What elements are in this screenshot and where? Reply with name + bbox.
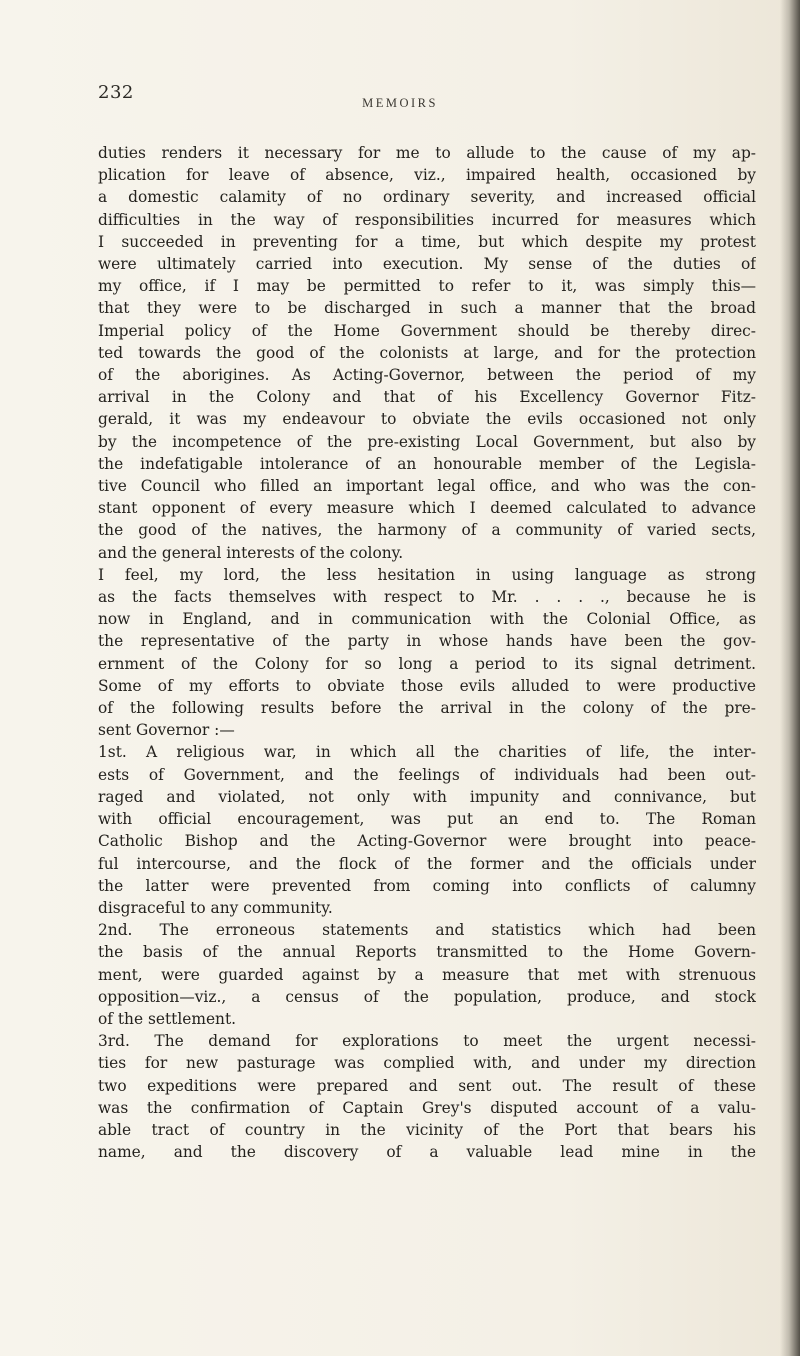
text-line: Catholic Bishop and the Acting-Governor were brought into peace- (98, 832, 756, 851)
running-head: MEMOIRS (362, 96, 438, 110)
text-line: the indefatigable intolerance of an honourable member of the Legisla- (98, 454, 756, 473)
text-line: 2nd. The erroneous statements and statistics which had been (98, 921, 756, 940)
text-line: gerald, it was my endeavour to obviate the evils occasioned not only (98, 410, 756, 429)
text-line: I feel, my lord, the less hesitation in using language as strong (98, 565, 756, 584)
text-line: a domestic calamity of no ordinary severity, and increased official (98, 188, 756, 207)
text-line: able tract of country in the vicinity of the Port that bears his (98, 1120, 756, 1139)
text-line: name, and the discovery of a valuable lead mine in the (98, 1143, 756, 1162)
text-line: Imperial policy of the Home Government should be thereby direc- (98, 321, 756, 340)
text-line: opposition—viz., a census of the population, produce, and stock (98, 987, 756, 1006)
text-line: were ultimately carried into execution. My sense of the duties of (98, 255, 756, 274)
text-line: sent Governor :— (98, 721, 235, 740)
text-line: 3rd. The demand for explorations to meet the urgent necessi- (98, 1032, 756, 1051)
text-line: of the settlement. (98, 1009, 237, 1028)
text-line: arrival in the Colony and that of his Excellency Governor Fitz- (98, 388, 756, 407)
text-line: the latter were prevented from coming into conflicts of calumny (98, 876, 756, 895)
text-line: duties renders it necessary for me to allude to the cause of my ap- (98, 144, 756, 162)
text-line: plication for leave of absence, viz., impaired health, occasioned by (98, 166, 756, 185)
text-line: 1st. A religious war, in which all the charities of life, the inter- (98, 743, 756, 762)
text-line: the good of the natives, the harmony of a community of varied sects, (98, 521, 756, 540)
text-line: two expeditions were prepared and sent out. The result of these (98, 1076, 756, 1095)
text-line: that they were to be discharged in such a manner that the broad (98, 299, 756, 318)
text-line: the representative of the party in whose hands have been the gov- (98, 632, 756, 651)
page-number: 232 (98, 82, 134, 103)
text-line: was the confirmation of Captain Grey's disputed account of a valu- (98, 1098, 756, 1117)
text-line: tive Council who filled an important legal office, and who was the con- (98, 477, 756, 496)
text-line: my office, if I may be permitted to refer to it, was simply this— (98, 277, 756, 296)
text-line: I succeeded in preventing for a time, but which despite my protest (98, 232, 756, 251)
text-line: ties for new pasturage was complied with, and under my direction (98, 1054, 756, 1073)
body-text (98, 142, 756, 1163)
text-line: of the aborigines. As Acting-Governor, between the period of my (98, 366, 756, 385)
text-line: ernment of the Colony for so long a period to its signal detriment. (98, 654, 756, 673)
text-line: raged and violated, not only with impunity and connivance, but (98, 787, 756, 806)
text-line: ful intercourse, and the flock of the former and the officials under (98, 854, 756, 873)
text-line: disgraceful to any community. (98, 898, 333, 917)
text-line: ests of Government, and the feelings of individuals had been out- (98, 765, 756, 784)
text-line: ted towards the good of the colonists at large, and for the protection (98, 343, 756, 362)
text-line: difficulties in the way of responsibilities incurred for measures which (98, 210, 756, 229)
text-line: stant opponent of every measure which I deemed calculated to advance (98, 499, 756, 518)
text-line: Some of my efforts to obviate those evils alluded to were productive (98, 676, 756, 695)
text-line: now in England, and in communication with the Colonial Office, as (98, 610, 756, 629)
page-edge-shadow (780, 0, 800, 1356)
text-line: the basis of the annual Reports transmitted to the Home Govern- (98, 943, 756, 962)
text-line: ment, were guarded against by a measure that met with strenuous (98, 965, 756, 984)
text-line: as the facts themselves with respect to Mr. . . . ., because he is (98, 588, 756, 607)
text-line: by the incompetence of the pre-existing Local Government, but also by (98, 432, 756, 451)
text-line: and the general interests of the colony. (98, 543, 404, 562)
text-line: with official encouragement, was put an end to. The Roman (98, 810, 756, 829)
text-line: of the following results before the arrival in the colony of the pre- (98, 699, 756, 718)
